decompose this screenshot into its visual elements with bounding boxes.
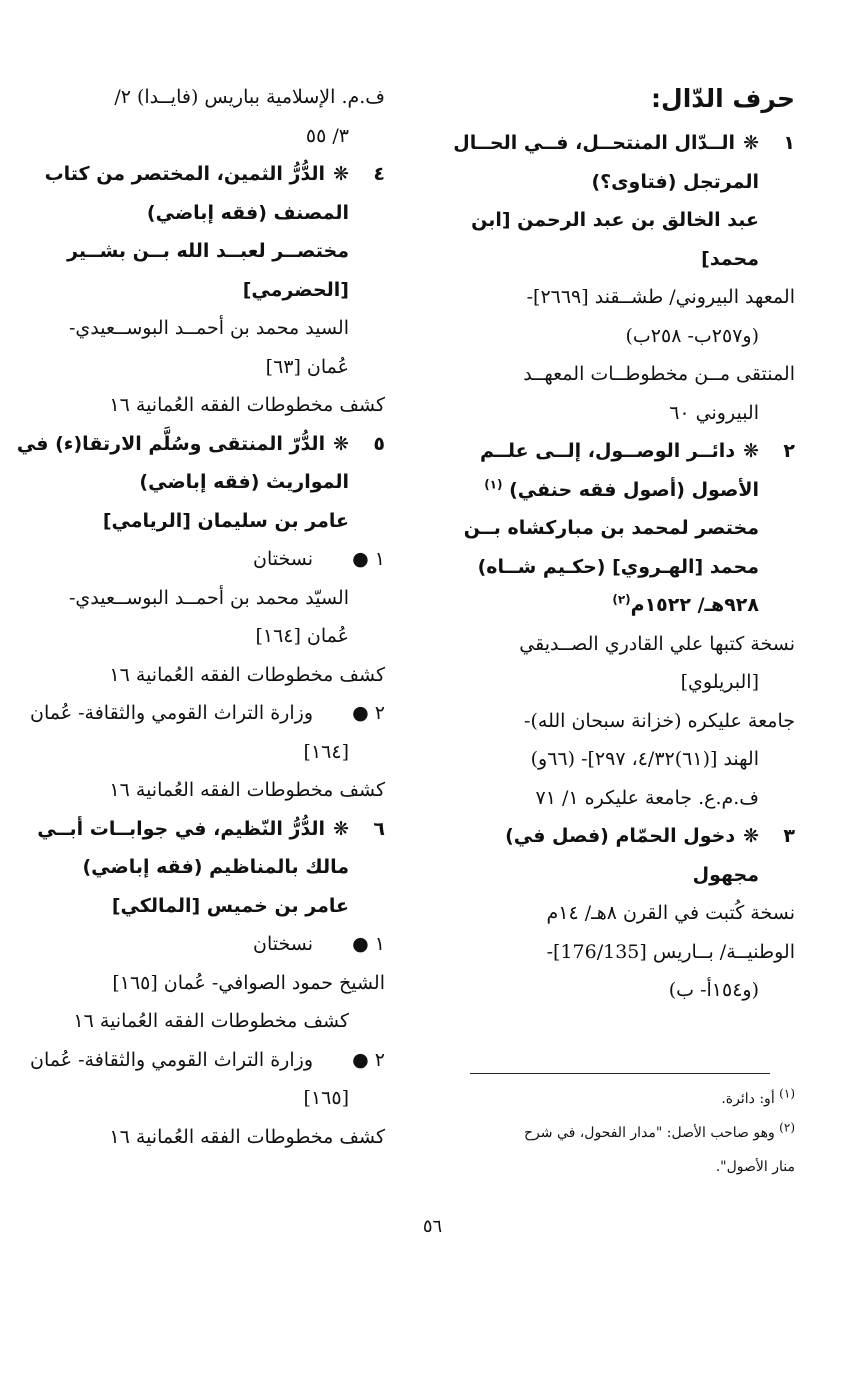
entry-author-line: محمد] xyxy=(701,247,759,270)
entry-3 xyxy=(435,817,795,894)
footnote-2: $^{(٢)}$ وهو صاحب الأصل: "مدار الفحول، في شرح xyxy=(524,1120,795,1141)
entry-title-line: المرتجل (فتاوى؟) xyxy=(591,170,759,193)
copy-detail-line: كشف مخطوطات الفقه العُمانية ١٦ xyxy=(109,1125,385,1148)
copies-count: ١ ● نسختان xyxy=(253,548,385,570)
entry-detail-line: (و٢٥٧ب- ٢٥٨ب) xyxy=(625,324,759,347)
entry-5 xyxy=(16,425,385,541)
star-icon: ❋ xyxy=(743,825,759,847)
entry-detail-line: نسخة كتبها علي القادري الصــديقي xyxy=(519,632,795,655)
entry-title-line: ٦ ❋الدُّرُّ النّظيم، في جوابــات أبــي xyxy=(50,810,349,849)
copy-detail-line: كشف مخطوطات الفقه العُمانية ١٦ xyxy=(109,779,385,801)
entry-author-line: [الحضرمي] xyxy=(242,278,349,301)
entry-detail-line: [البريلوي] xyxy=(680,671,759,693)
footnote-ref: (٢) xyxy=(612,592,631,607)
copy-2: ٢ ● وزارة التراث القومي والثقافة- عُمان xyxy=(29,702,385,724)
entry-author-line: مختصر لمحمد بن مباركشاه بــن xyxy=(463,517,759,539)
copy-2: ٢ ● وزارة التراث القومي والثقافة- عُمان xyxy=(29,1048,385,1071)
entry-detail-line: كشف مخطوطات الفقه العُمانية ١٦ xyxy=(109,394,385,416)
copy-detail-line: الشيخ حمود الصوافي- عُمان [١٦٥] xyxy=(112,971,385,994)
entry-6 xyxy=(37,810,385,926)
bullet-icon: ● xyxy=(352,548,369,570)
entry-author-line: ٩٢٨هـ/ ١٥٢٢م$^{(٢)}$ xyxy=(612,592,759,616)
footnotes xyxy=(435,1082,795,1184)
copy-detail-line: كشف مخطوطات الفقه العُمانية ١٦ xyxy=(109,663,385,686)
bullet-icon: ● xyxy=(352,933,369,955)
footnote-ref: (١) xyxy=(484,477,503,492)
entry-author-line: عامر بن خميس [المالكي] xyxy=(111,894,349,917)
footnote-2-cont: منار الأصول". xyxy=(715,1159,795,1175)
entry-2 xyxy=(435,432,795,625)
entry-author-line: عبد الخالق بن عبد الرحمن [ابن xyxy=(471,209,759,231)
entry-author-line: محمد [الهـروي] (حكـيم شــاه) xyxy=(477,555,759,578)
right-column xyxy=(435,78,795,1010)
entry-author-line: مجهول xyxy=(692,863,759,886)
copy-detail-line: عُمان [١٦٤] xyxy=(255,625,349,647)
entry-number: ٥ xyxy=(373,432,385,455)
entry-detail-line: ف.م.ع. جامعة عليكره ١/ ٧١ xyxy=(535,786,759,809)
entry-detail-line: نسخة كُتبت في القرن ٨هـ/ ١٤م xyxy=(546,902,795,924)
copy-detail-line: [١٦٥] xyxy=(303,1087,349,1109)
entry-number: ٣ xyxy=(783,825,795,847)
entry-detail-line: الهند [(٦١)٤/٣٢، ٢٩٧]- (٦٦و) xyxy=(530,748,759,770)
entry-title-line: المواريث (فقه إباضي) xyxy=(139,471,349,493)
copy-1 xyxy=(50,579,385,656)
entry-number: ٢ xyxy=(783,440,795,462)
entry-author-line: عامر بن سليمان [الريامي] xyxy=(102,509,349,532)
entry-detail-line: عُمان [٦٣] xyxy=(265,355,349,378)
star-icon: ❋ xyxy=(743,132,759,154)
entry-title-line: ٢ ❋دائــر الوصــول، إلــى علــم xyxy=(435,432,759,471)
left-column xyxy=(16,78,385,1156)
entry-author-line: مختصــر لعبــد الله بــن بشــير xyxy=(67,240,349,262)
entry-title-line: ٥ ❋الدُّرّ المنتقى وسُلَّم الارتقا(ء) في xyxy=(50,425,349,464)
entry-detail-line: السيد محمد بن أحمــد البوســعيدي- xyxy=(69,317,349,339)
entry-detail-line: المنتقى مــن مخطوطــات المعهــد xyxy=(523,363,795,385)
bullet-icon: ● xyxy=(352,702,369,724)
entry-detail-line: جامعة عليكره (خزانة سبحان الله)- xyxy=(524,709,795,732)
entry-detail-line: البيروني ٦٠ xyxy=(669,401,759,424)
copies-count: ١ ● نسختان xyxy=(253,933,385,955)
copy-detail-line: [١٦٤] xyxy=(303,740,349,763)
entry-title-line: الأصول (أصول فقه حنفي) $^{(١)}$ xyxy=(484,477,759,501)
copy-detail-line: كشف مخطوطات الفقه العُمانية ١٦ xyxy=(73,1010,349,1032)
entry-detail-line: الوطنيــة/ بــاريس [176/135]- xyxy=(546,940,795,963)
copy-detail-line: السيّد محمد بن أحمــد البوســعيدي- xyxy=(69,586,349,609)
bullet-icon: ● xyxy=(352,1048,369,1071)
footnote-divider xyxy=(470,1073,770,1074)
entry-number: ٤ xyxy=(373,163,385,185)
continuation-line: ٣/ ٥٥ xyxy=(305,124,349,147)
entry-title-line: مالك بالمناظيم (فقه إباضي) xyxy=(82,856,349,878)
entry-title-line: ٣ ❋دخول الحمّام (فصل في) xyxy=(435,817,759,856)
star-icon: ❋ xyxy=(333,163,349,185)
page-number: ٥٦ xyxy=(422,1216,443,1237)
entry-title-line: ٤ ❋الدُّرُّ الثمين، المختصر من كتاب xyxy=(50,155,349,194)
star-icon: ❋ xyxy=(333,432,349,455)
entry-detail-line: المعهد البيروني/ طشــقند [٢٦٦٩]- xyxy=(526,286,795,308)
star-icon: ❋ xyxy=(743,440,759,462)
entry-title-line: ١ ❋الــدّال المنتحــل، فــي الحــال xyxy=(435,124,759,163)
entry-number: ١ xyxy=(783,132,795,154)
entry-detail-line: (و١٥٤أ- ب) xyxy=(668,979,759,1001)
entry-1 xyxy=(435,124,795,278)
entry-title-line: المصنف (فقه إباضي) xyxy=(146,201,349,224)
footnote-1: $^{(١)}$ أو: دائرة. xyxy=(721,1086,795,1107)
star-icon: ❋ xyxy=(333,817,349,840)
entry-4 xyxy=(44,155,385,386)
section-title: حرف الدّال: xyxy=(651,84,795,113)
continuation-line: ف.م. الإسلامية بباريس (فايــدا) ٢/ xyxy=(114,86,385,108)
entry-number: ٦ xyxy=(373,817,385,840)
